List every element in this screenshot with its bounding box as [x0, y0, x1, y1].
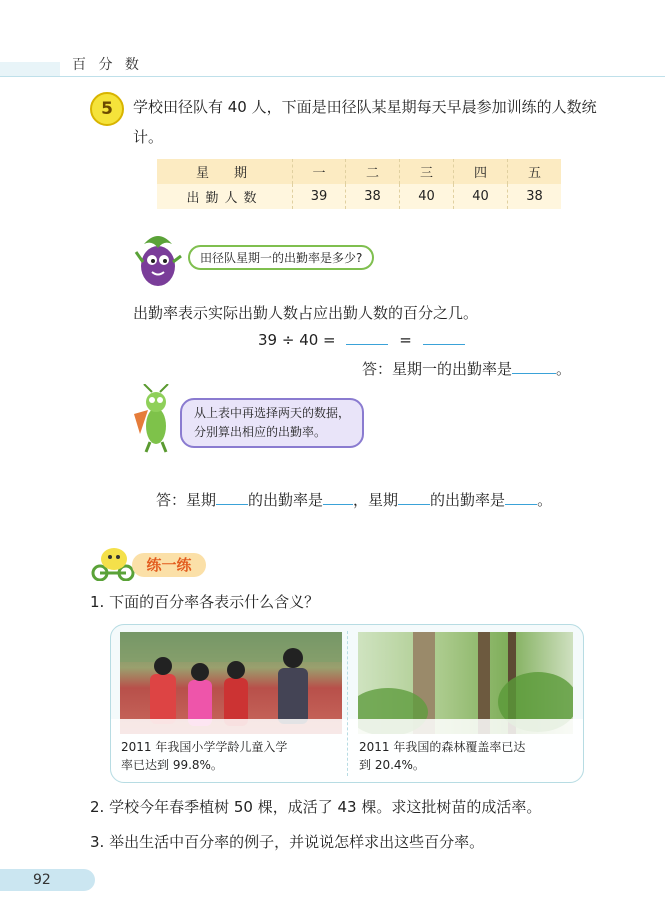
problem-number-badge: 5	[90, 92, 124, 126]
practice-question-2: 2. 学校今年春季植树 50 棵，成活了 43 棵。求这批树苗的成活率。	[90, 798, 542, 816]
table-cell: 39	[293, 184, 346, 209]
task-line: 分别算出相应的出勤率。	[194, 425, 327, 439]
table-cell: 一	[293, 159, 346, 184]
eggplant-character-icon	[128, 222, 188, 290]
answer2-text: 的出勤率是	[430, 491, 506, 509]
photo-frame	[110, 624, 584, 783]
header-divider	[0, 76, 665, 77]
table-cell: 40	[400, 184, 454, 209]
table-cell: 星 期	[157, 159, 293, 184]
table-cell: 40	[454, 184, 508, 209]
task-line: 从上表中再选择两天的数据，	[194, 406, 351, 420]
table-row	[157, 184, 561, 209]
caption-line: 2011 年我国的森林覆盖率已达	[359, 740, 526, 754]
answer-blank[interactable]	[216, 504, 248, 505]
question-bubble: 田径队星期一的出勤率是多少?	[188, 245, 374, 270]
practice-question-3: 3. 举出生活中百分率的例子，并说说怎样求出这些百分率。	[90, 833, 485, 851]
equation-left: 39 ÷ 40 =	[258, 331, 336, 349]
practice-badge: 练一练	[132, 553, 206, 577]
answer1-prefix: 答：星期一的出勤率是	[362, 360, 513, 378]
table-cell: 出勤人数	[157, 184, 293, 209]
answer2-text: ，星期	[353, 491, 399, 509]
answer-blank[interactable]	[398, 504, 430, 505]
grasshopper-character-icon	[130, 384, 182, 454]
problem-text: 学校田径队有 40 人，下面是田径队某星期每天早晨参加训练的人数统计。	[133, 98, 597, 146]
practice-question-1: 1. 下面的百分率各表示什么含义？	[90, 593, 320, 611]
page-number: 92	[0, 869, 95, 891]
caption-line: 2011 年我国小学学龄儿童入学	[121, 740, 288, 754]
caption-left	[121, 738, 287, 774]
answer2-line	[156, 489, 552, 510]
caption-line: 率已达到 99.8%。	[121, 758, 223, 772]
task-bubble	[180, 398, 364, 448]
answer-blank[interactable]	[346, 344, 388, 345]
table-cell: 五	[508, 159, 562, 184]
answer1-line	[362, 358, 571, 379]
photo-divider	[347, 631, 349, 776]
table-row	[157, 159, 561, 184]
equation-line	[258, 331, 465, 349]
attendance-table	[157, 159, 561, 209]
answer-blank[interactable]	[323, 504, 353, 505]
definition-text: 出勤率表示实际出勤人数占应出勤人数的百分之几。	[133, 304, 479, 322]
chapter-title: 百 分 数	[72, 57, 143, 73]
caption-line: 到 20.4%。	[359, 758, 425, 772]
table-cell: 二	[346, 159, 400, 184]
header-tab	[0, 62, 60, 76]
table-cell: 38	[346, 184, 400, 209]
table-cell: 三	[400, 159, 454, 184]
caption-right	[359, 738, 525, 774]
attendance-table-wrap	[157, 159, 561, 209]
answer-blank[interactable]	[423, 344, 465, 345]
equation-equals: =	[399, 331, 412, 349]
answer2-text: 。	[537, 491, 553, 509]
answer-blank[interactable]	[505, 504, 537, 505]
table-cell: 四	[454, 159, 508, 184]
answer2-text: 的出勤率是	[248, 491, 324, 509]
answer-blank[interactable]	[512, 373, 556, 374]
table-cell: 38	[508, 184, 562, 209]
answer2-text: 答：星期	[156, 491, 217, 509]
answer1-suffix: 。	[556, 360, 572, 378]
